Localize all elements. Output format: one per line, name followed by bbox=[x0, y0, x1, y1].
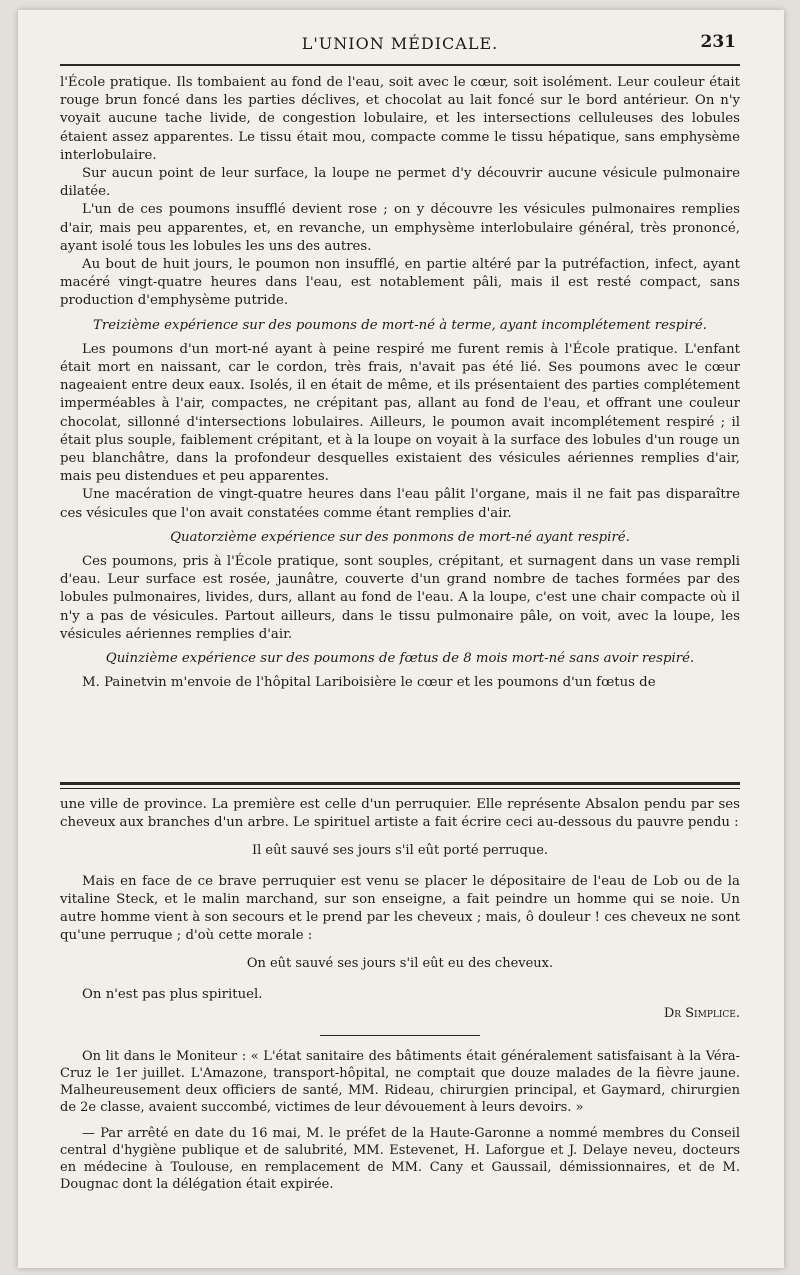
header-rule bbox=[60, 64, 740, 66]
running-title: L'UNION MÉDICALE. bbox=[301, 34, 499, 53]
news-section bbox=[60, 1048, 740, 1194]
verse-line: Il eût sauvé ses jours s'il eût porté perruque. bbox=[251, 843, 549, 859]
feuilleton-rule-bottom bbox=[60, 788, 740, 789]
article-paragraph: Au bout de huit jours, le poumon non insufflé, en partie altéré par la putréfaction, infect, ayant macéré vingt-quatre heures dans l'eau, est notablement pâli, mais il est resté compact, sans production d'emphysème putride. bbox=[60, 257, 740, 309]
article-paragraph: l'École pratique. Ils tombaient au fond de l'eau, soit avec le cœur, soit isolément. Leur couleur était rouge brun foncé dans les parties déclives, et chocolat au lait foncé sur le bord antérieur. On n'y voyait aucune tache livide, de congestion lobulaire, et les intersections celluleuses des lobules étaient assez apparentes. Le tissu était mou, compacte comme le tissu hépatique, sans emphysème interlobulaire. bbox=[60, 75, 740, 163]
page-number: 231 bbox=[700, 32, 736, 52]
feuilleton-paragraph: Mais en face de ce brave perruquier est venu se placer le dépositaire de l'eau de Lob ou de la vitaline Steck, et le malin marchand, sur son enseigne, a fait peindre un homme qui se noie. Un autre homme vient à son secours et le prend par les cheveux ; mais, ô douleur ! ces cheveux ne sont qu'une perruque ; d'où cette morale : bbox=[60, 873, 740, 944]
experiment-heading: Treizième expérience sur des poumons de mort-né à terme, ayant incomplétement respiré. bbox=[92, 317, 708, 333]
main-article bbox=[60, 74, 740, 693]
feuilleton-rule-top bbox=[60, 782, 740, 785]
experiment-heading: Quatorzième expérience sur des ponmons de mort-né ayant respiré. bbox=[170, 529, 630, 545]
feuilleton-paragraph: une ville de province. La première est celle d'un perruquier. Elle représente Absalon pendu par ses cheveux aux branches d'un arbre. Le spirituel artiste a fait écrire ceci au-dessous du pauvre pendu : bbox=[60, 797, 740, 831]
experiment-heading: Quinzième expérience sur des poumons de fœtus de 8 mois mort-né sans avoir respiré. bbox=[105, 651, 695, 667]
article-paragraph: Sur aucun point de leur surface, la loupe ne permet d'y découvrir aucune vésicule pulmonaire dilatée. bbox=[60, 166, 740, 200]
article-paragraph: M. Painetvin m'envoie de l'hôpital Lariboisière le cœur et les poumons d'un fœtus de bbox=[82, 675, 656, 691]
signature: Dr Simplice. bbox=[663, 1005, 740, 1021]
news-paragraph: On lit dans le Moniteur : « L'état sanitaire des bâtiments était généralement satisfaisant à la Véra-Cruz le 1er juillet. L'Amazone, transport-hôpital, ne comptait que douze malades de la fièvre jaune. Malheureusement deux officiers de santé, MM. Rideau, chirurgien principal, et Gaymard, chirurgien de 2e classe, avaient succombé, victimes de leur dévouement à leurs devoirs. » bbox=[60, 1048, 740, 1116]
feuilleton bbox=[60, 796, 740, 1193]
section-divider bbox=[320, 1035, 480, 1036]
page-header bbox=[60, 30, 740, 60]
feuilleton-paragraph: On n'est pas plus spirituel. bbox=[82, 986, 263, 1002]
article-paragraph: L'un de ces poumons insufflé devient rose ; on y découvre les vésicules pulmonaires remplies d'air, mais peu apparentes, et, en revanche, un emphysème interlobulaire général, très prononcé, ayant isolé tous les lobules les uns des autres. bbox=[60, 202, 740, 254]
article-paragraph: Les poumons d'un mort-né ayant à peine respiré me furent remis à l'École pratique. L'enfant était mort en naissant, car le cordon, très frais, n'avait pas été lié. Ses poumons avec le cœur nageaient entre deux eaux. Isolés, il en était de même, et ils présentaient des parties complétement imperméables à l'air, compactes, ne crépitant pas, allant au fond de l'eau, et offrant une couleur chocolat, sillonné d'intersections lobulaires. Ailleurs, le poumon avait incomplétement respiré ; il était plus souple, faiblement crépitant, et à la loupe on voyait à la surface des lobules d'un rouge un peu blanchâtre, dans la profondeur desquelles existaient des vésicules aériennes remplies d'air, mais peu distendues et peu apparentes. bbox=[60, 341, 740, 485]
verse-line: On eût sauvé ses jours s'il eût eu des cheveux. bbox=[246, 956, 554, 972]
article-paragraph: Une macération de vingt-quatre heures dans l'eau pâlit l'organe, mais il ne fait pas disparaître ces vésicules que l'on avait constatées comme étant remplies d'air. bbox=[60, 487, 740, 521]
news-paragraph: — Par arrêté en date du 16 mai, M. le préfet de la Haute-Garonne a nommé membres du Conseil central d'hygiène publique et de salubrité, MM. Estevenet, H. Laforgue et J. Delaye neveu, docteurs en médecine à Toulouse, en remplacement de MM. Cany et Gaussail, démissionnaires, et de M. Dougnac dont la délégation était expirée. bbox=[60, 1125, 740, 1193]
article-paragraph: Ces poumons, pris à l'École pratique, sont souples, crépitant, et surnagent dans un vase rempli d'eau. Leur surface est rosée, jaunâtre, couverte d'un grand nombre de taches formées par des lobules pulmonaires, livides, durs, allant au fond de l'eau. A la loupe, c'est une chair compacte où il n'y a pas de vésicules. Partout ailleurs, dans le tissu pulmonaire pâle, on voit, avec la loupe, les vésicules aériennes remplies d'air. bbox=[60, 554, 740, 642]
